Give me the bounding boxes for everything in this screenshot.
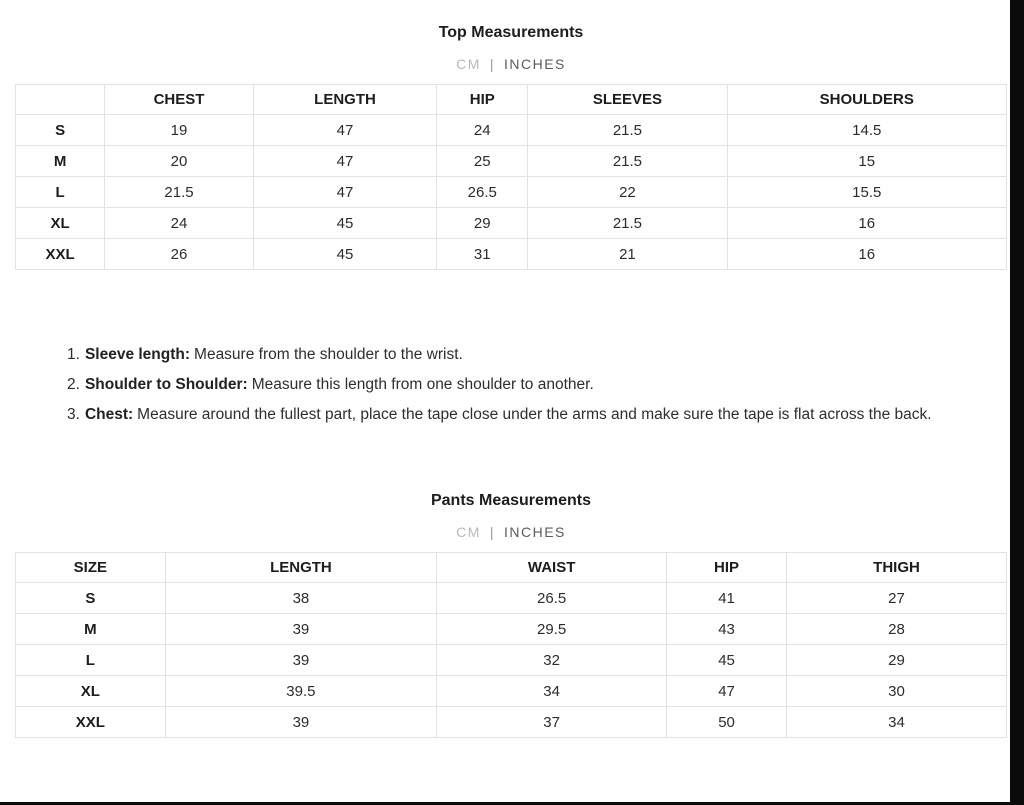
- column-header: [16, 85, 105, 115]
- column-header: SIZE: [16, 553, 166, 583]
- column-header: CHEST: [105, 85, 254, 115]
- size-cell: S: [16, 583, 166, 614]
- value-cell: 29: [437, 208, 528, 239]
- top-unit-toggle: [15, 56, 1007, 72]
- column-header: SHOULDERS: [727, 85, 1006, 115]
- size-cell: XXL: [16, 239, 105, 270]
- size-cell: XL: [16, 208, 105, 239]
- size-cell: M: [16, 614, 166, 645]
- value-cell: 30: [786, 676, 1006, 707]
- value-cell: 21.5: [528, 146, 727, 177]
- value-cell: 21: [528, 239, 727, 270]
- table-row: [16, 208, 1007, 239]
- value-cell: 38: [165, 583, 437, 614]
- value-cell: 37: [437, 707, 667, 738]
- table-row: [16, 583, 1007, 614]
- value-cell: 26.5: [437, 583, 667, 614]
- value-cell: 29: [786, 645, 1006, 676]
- column-header: LENGTH: [165, 553, 437, 583]
- value-cell: 47: [253, 115, 436, 146]
- pants-section-title: Pants Measurements: [430, 492, 592, 509]
- size-chart-page: [15, 0, 1007, 738]
- note-label: Chest:: [84, 406, 134, 423]
- value-cell: 16: [727, 208, 1006, 239]
- value-cell: 14.5: [727, 115, 1006, 146]
- column-header: SLEEVES: [528, 85, 727, 115]
- size-cell: XXL: [16, 707, 166, 738]
- value-cell: 24: [437, 115, 528, 146]
- value-cell: 41: [667, 583, 787, 614]
- value-cell: 21.5: [528, 115, 727, 146]
- column-header: LENGTH: [253, 85, 436, 115]
- table-header-row: [16, 553, 1007, 583]
- measuring-note: [67, 370, 1002, 400]
- note-number: 3.: [67, 406, 80, 423]
- top-measurements-section: [15, 0, 1007, 270]
- unit-cm-toggle[interactable]: CM: [456, 56, 481, 72]
- table-row: [16, 146, 1007, 177]
- value-cell: 47: [667, 676, 787, 707]
- value-cell: 39: [165, 645, 437, 676]
- value-cell: 34: [437, 676, 667, 707]
- note-number: 1.: [67, 346, 80, 363]
- column-header: HIP: [667, 553, 787, 583]
- value-cell: 47: [253, 177, 436, 208]
- size-cell: M: [16, 146, 105, 177]
- size-cell: L: [16, 645, 166, 676]
- value-cell: 39.5: [165, 676, 437, 707]
- table-header-row: [16, 85, 1007, 115]
- value-cell: 21.5: [528, 208, 727, 239]
- value-cell: 20: [105, 146, 254, 177]
- column-header: WAIST: [437, 553, 667, 583]
- pants-unit-toggle: [15, 524, 1007, 540]
- value-cell: 19: [105, 115, 254, 146]
- size-cell: L: [16, 177, 105, 208]
- unit-inches-toggle[interactable]: INCHES: [504, 524, 566, 540]
- table-row: [16, 115, 1007, 146]
- size-cell: S: [16, 115, 105, 146]
- value-cell: 39: [165, 707, 437, 738]
- pants-measurements-section: [15, 468, 1007, 738]
- value-cell: 47: [253, 146, 436, 177]
- value-cell: 26: [105, 239, 254, 270]
- table-row: [16, 239, 1007, 270]
- note-number: 2.: [67, 376, 80, 393]
- value-cell: 45: [667, 645, 787, 676]
- value-cell: 28: [786, 614, 1006, 645]
- value-cell: 15: [727, 146, 1006, 177]
- table-row: [16, 177, 1007, 208]
- value-cell: 39: [165, 614, 437, 645]
- table-row: [16, 707, 1007, 738]
- value-cell: 29.5: [437, 614, 667, 645]
- measuring-notes: [67, 340, 1002, 430]
- unit-cm-toggle[interactable]: CM: [456, 524, 481, 540]
- note-text: Measure this length from one shoulder to another.: [251, 376, 594, 393]
- column-header: THIGH: [786, 553, 1006, 583]
- measuring-note: [67, 400, 1002, 430]
- note-text: Measure from the shoulder to the wrist.: [194, 346, 463, 363]
- table-row: [16, 645, 1007, 676]
- note-label: Sleeve length:: [84, 346, 191, 363]
- value-cell: 22: [528, 177, 727, 208]
- size-cell: XL: [16, 676, 166, 707]
- top-section-title: Top Measurements: [438, 24, 584, 41]
- note-label: Shoulder to Shoulder:: [84, 376, 248, 393]
- column-header: HIP: [437, 85, 528, 115]
- table-row: [16, 614, 1007, 645]
- value-cell: 45: [253, 239, 436, 270]
- note-text: Measure around the fullest part, place the tape close under the arms and make sure the tape is flat across the back.: [137, 406, 932, 423]
- top-measurements-table: [15, 84, 1007, 270]
- value-cell: 24: [105, 208, 254, 239]
- value-cell: 27: [786, 583, 1006, 614]
- value-cell: 50: [667, 707, 787, 738]
- unit-separator: |: [489, 56, 495, 72]
- value-cell: 25: [437, 146, 528, 177]
- unit-inches-toggle[interactable]: INCHES: [504, 56, 566, 72]
- unit-separator: |: [489, 524, 495, 540]
- table-row: [16, 676, 1007, 707]
- value-cell: 21.5: [105, 177, 254, 208]
- right-edge-bar: [1010, 0, 1024, 805]
- value-cell: 43: [667, 614, 787, 645]
- value-cell: 31: [437, 239, 528, 270]
- measuring-note: [67, 340, 1002, 370]
- pants-measurements-table: [15, 552, 1007, 738]
- value-cell: 45: [253, 208, 436, 239]
- value-cell: 26.5: [437, 177, 528, 208]
- value-cell: 32: [437, 645, 667, 676]
- value-cell: 16: [727, 239, 1006, 270]
- value-cell: 15.5: [727, 177, 1006, 208]
- value-cell: 34: [786, 707, 1006, 738]
